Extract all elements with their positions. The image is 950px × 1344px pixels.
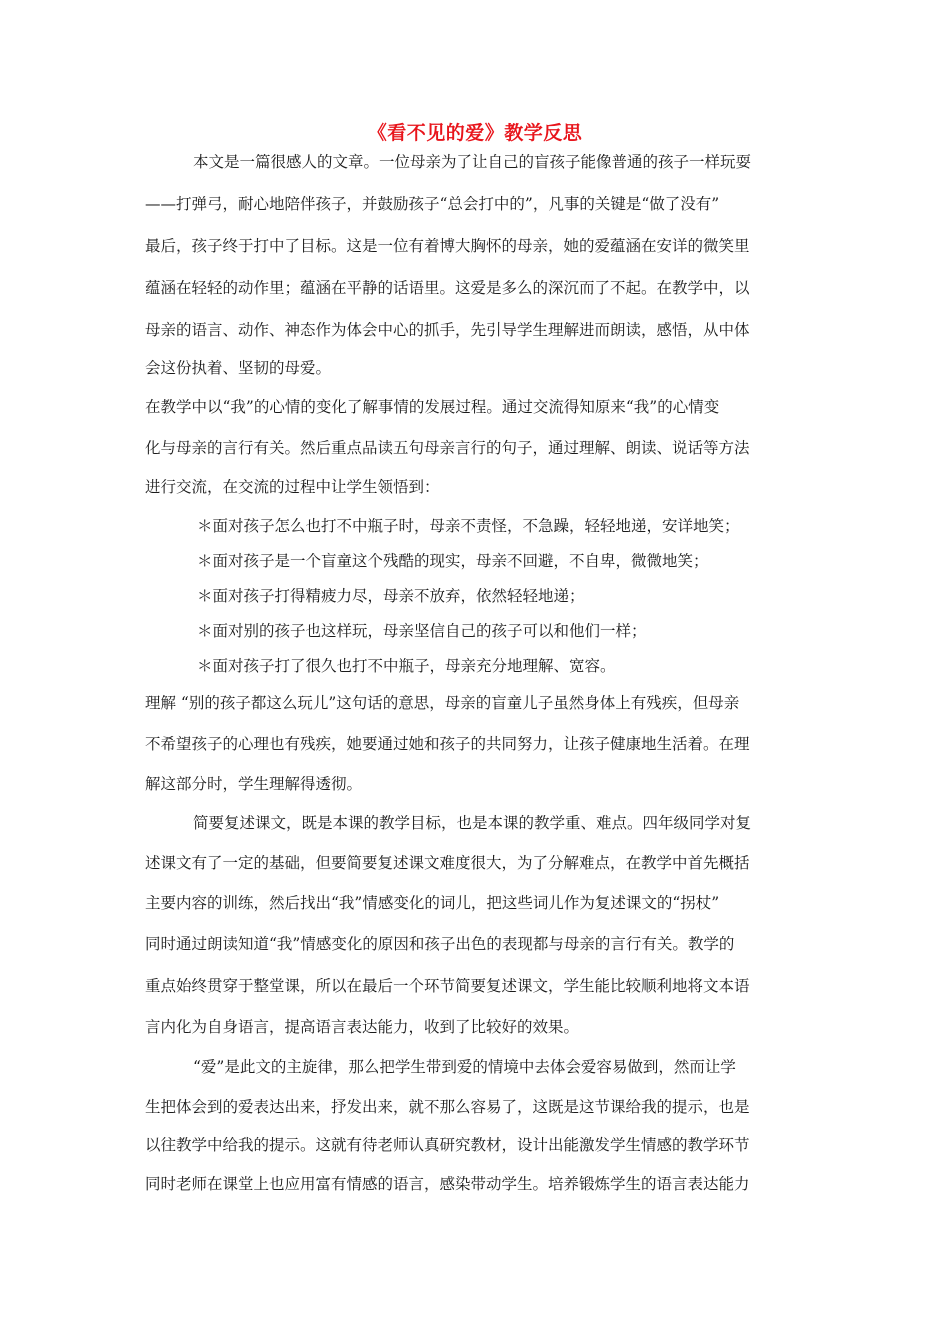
- paragraph-line: 言内化为自身语言，提高语言表达能力，收到了比较好的效果。: [145, 1018, 580, 1036]
- paragraph-line: 会这份执着、坚韧的母爱。: [145, 359, 332, 377]
- paragraph-line: 母亲的语言、动作、神态作为体会中心的抓手，先引导学生理解进而朗读，感悟，从中体: [145, 321, 750, 339]
- paragraph-line: 蕴涵在轻轻的动作里；蕴涵在平静的话语里。这爱是多么的深沉而了不起。在教学中，以: [145, 279, 750, 297]
- paragraph-line: 生把体会到的爱表达出来，抒发出来，就不那么容易了，这既是这节课给我的提示，也是: [145, 1098, 750, 1116]
- paragraph-line: 本文是一篇很感人的文章。一位母亲为了让自己的盲孩子能像普通的孩子一样玩耍: [193, 153, 752, 171]
- paragraph-line: 在教学中以“我”的心情的变化了解事情的发展过程。通过交流得知原来“我”的心情变: [145, 398, 720, 416]
- paragraph-line: 不希望孩子的心理也有残疾，她要通过她和孩子的共同努力，让孩子健康地生活着。在理: [145, 735, 750, 753]
- bullet-line: ＊面对孩子打了很久也打不中瓶子，母亲充分地理解、宽容。: [197, 657, 616, 675]
- paragraph-line: 主要内容的训练，然后找出“我”情感变化的词儿，把这些词儿作为复述课文的“拐杖”: [145, 894, 720, 912]
- paragraph-line: 进行交流，在交流的过程中让学生领悟到：: [145, 478, 440, 496]
- paragraph-line: 以往教学中给我的提示。这就有待老师认真研究教材，设计出能激发学生情感的教学环节: [145, 1136, 750, 1154]
- paragraph-line: 解这部分时，学生理解得透彻。: [145, 775, 363, 793]
- bullet-line: ＊面对别的孩子也这样玩，母亲坚信自己的孩子可以和他们一样；: [197, 622, 647, 640]
- paragraph-line: 述课文有了一定的基础，但要简要复述课文难度很大，为了分解难点，在教学中首先概括: [145, 854, 750, 872]
- bullet-line: ＊面对孩子打得精疲力尽，母亲不放弃，依然轻轻地递；: [197, 587, 585, 605]
- paragraph-line: “爱”是此文的主旋律，那么把学生带到爱的情境中去体会爱容易做到，然而让学: [193, 1058, 736, 1076]
- paragraph-line: 化与母亲的言行有关。然后重点品读五句母亲言行的句子，通过理解、朗读、说话等方法: [145, 439, 750, 457]
- paragraph-line: 简要复述课文，既是本课的教学目标，也是本课的教学重、难点。四年级同学对复: [193, 814, 752, 832]
- document-title: 《看不见的爱》教学反思: [367, 122, 583, 144]
- bullet-line: ＊面对孩子是一个盲童这个残酷的现实，母亲不回避，不自卑，微微地笑；: [197, 552, 709, 570]
- bullet-line: ＊面对孩子怎么也打不中瓶子时，母亲不责怪，不急躁，轻轻地递，安详地笑；: [197, 517, 740, 535]
- paragraph-line: 重点始终贯穿于整堂课，所以在最后一个环节简要复述课文，学生能比较顺利地将文本语: [145, 977, 750, 995]
- paragraph-line: 理解 “别的孩子都这么玩儿”这句话的意思，母亲的盲童儿子虽然身体上有残疾，但母亲: [145, 694, 740, 712]
- paragraph-line: 同时通过朗读知道“我”情感变化的原因和孩子出色的表现都与母亲的言行有关。教学的: [145, 935, 735, 953]
- paragraph-line: 同时老师在课堂上也应用富有情感的语言，感染带动学生。培养锻炼学生的语言表达能力: [145, 1175, 750, 1193]
- paragraph-line: ——打弹弓，耐心地陪伴孩子，并鼓励孩子“总会打中的”，凡事的关键是“做了没有”: [145, 195, 720, 213]
- paragraph-line: 最后，孩子终于打中了目标。这是一位有着博大胸怀的母亲，她的爱蕴涵在安详的微笑里: [145, 237, 750, 255]
